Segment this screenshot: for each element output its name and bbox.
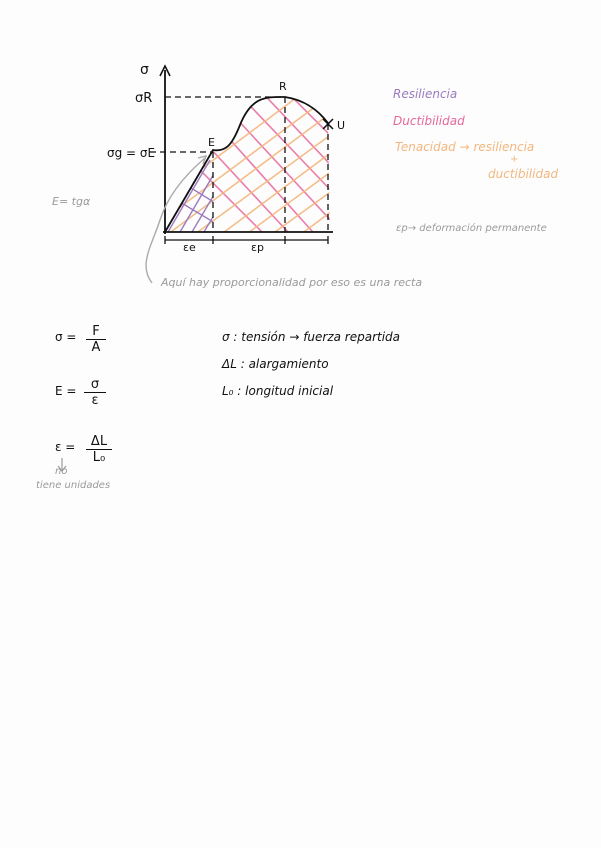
proportional-note-arrow: [146, 158, 205, 283]
tenacidad-arrow-icon: →: [459, 140, 470, 154]
formula-modulus-fraction: [84, 377, 106, 409]
formula-stress-fraction: [86, 324, 106, 356]
plastic-strain-label: εp: [251, 241, 264, 254]
point-e-label: E: [208, 136, 215, 149]
formula-strain-lhs: ε =: [55, 440, 76, 454]
permanent-deformation-note: εp→ deformación permanente: [396, 223, 547, 234]
tenacidad-plus: +: [510, 154, 519, 165]
no-label: no: [55, 466, 68, 477]
elastic-strain-label: εe: [183, 241, 196, 254]
formula-strain-fraction: [86, 434, 112, 466]
legend-resiliencia: Resiliencia: [393, 87, 458, 101]
sigma-e-label: σg = σE: [107, 146, 156, 160]
sigma-r-label: σR: [135, 91, 153, 106]
tenacidad-ductibilidad: ductibilidad: [488, 167, 559, 181]
tenacity-hatch: [160, 80, 340, 250]
formula-strain-denominator: L₀: [92, 450, 106, 465]
point-r-label: R: [279, 80, 287, 93]
legend-ductibilidad: Ductibilidad: [393, 114, 465, 128]
point-u-label: U: [337, 119, 346, 132]
tenacidad-resiliencia: resiliencia: [473, 140, 535, 154]
formula-modulus-denominator: ε: [91, 393, 99, 408]
formula-strain-numerator: ΔL: [86, 434, 112, 450]
proportionality-note: Aquí hay proporcionalidad por eso es una recta: [161, 276, 423, 289]
formula-stress-lhs: σ =: [55, 330, 77, 344]
formula-stress-numerator: F: [86, 324, 106, 340]
definition-initial-length: L₀ : longitud inicial: [222, 384, 334, 398]
tenacidad-label: Tenacidad: [395, 140, 456, 154]
y-axis-label: σ: [140, 62, 149, 78]
slope-note: E= tgα: [52, 195, 91, 208]
formula-modulus-numerator: σ: [84, 377, 106, 393]
definition-stress: σ : tensión → fuerza repartida: [222, 330, 401, 344]
definition-elongation: ΔL : alargamiento: [222, 357, 329, 371]
legend-tenacidad: [395, 140, 534, 154]
units-note: tiene unidades: [36, 480, 111, 491]
formula-stress-denominator: A: [91, 340, 101, 355]
formula-modulus-lhs: E =: [55, 384, 77, 398]
